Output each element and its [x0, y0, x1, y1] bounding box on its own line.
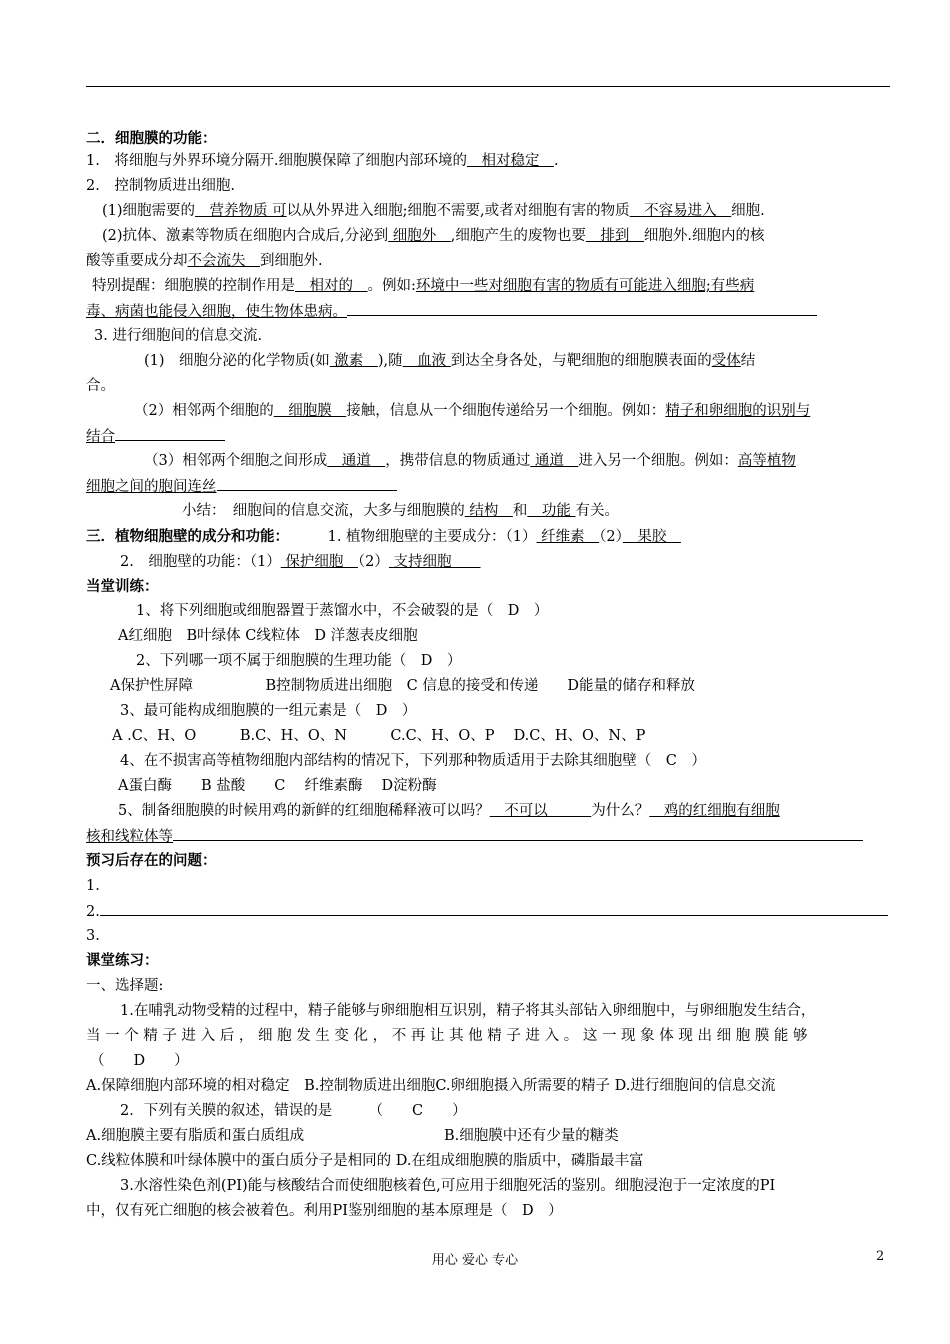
problem-line-1: 1. — [86, 878, 100, 894]
example-text: 毒、病菌也能侵入细胞，使生物体患病。 — [86, 304, 347, 320]
answer: 通道 — [530, 453, 579, 469]
answer: 相对稳定 — [466, 153, 554, 169]
training-q5-cont — [86, 825, 891, 847]
training-q5: 5、制备细胞膜的时候用鸡的新鲜的红细胞稀释液可以吗？ 不可以 为什么？ 鸡的红细胞有细胞 — [118, 803, 780, 819]
answer: 通道 — [327, 453, 386, 469]
answer: 核和线粒体等 — [86, 829, 173, 845]
section-2-title: 二．细胞膜的功能： — [86, 130, 217, 147]
training-q2-options: A保护性屏障 B控制物质进出细胞 C 信息的接受和传递 D能量的储存和释放 — [110, 678, 695, 694]
sec2-line-13: （3）相邻两个细胞之间形成 通道 ，携带信息的物质通过 通道 进入另一个细胞。例如：高等植物 — [144, 453, 796, 469]
example-text: 细胞之间的胞间连丝 — [86, 479, 217, 495]
answer: 纤维素 — [536, 529, 600, 545]
answer: 细胞外 — [388, 228, 451, 244]
answer: 受体 — [711, 353, 741, 369]
sec2-line-12 — [86, 425, 891, 447]
answer: 不可以 — [489, 803, 592, 819]
sec3-line-2: 2. 细胞壁的功能：（1） 保护细胞 （2） 支持细胞 — [120, 554, 481, 570]
example-text: 高等植物 — [737, 453, 796, 469]
sec2-line-6: 特别提醒：细胞膜的控制作用是 相对的 。例如:环境中一些对细胞有害的物质有可能进入细胞;有些病 — [92, 278, 755, 294]
problems-title: 预习后存在的问题： — [86, 852, 217, 869]
practice-q1-a: 1.在哺乳动物受精的过程中，精子能够与卵细胞相互识别，精子将其头部钻入卵细胞中，与卵细胞发生结合， — [120, 1003, 816, 1019]
example-text: 精子和卵细胞的识别与 — [665, 403, 811, 419]
answer: 营养物质 可 — [195, 203, 287, 219]
example-text: 环境中一些对细胞有害的物质有可能进入细胞;有些病 — [415, 278, 755, 294]
answer: 不容易进入 — [629, 203, 732, 219]
sec2-line-8: 3. 进行细胞间的信息交流. — [94, 328, 263, 344]
answer: 果胶 — [622, 529, 681, 545]
sec2-line-5: 酸等重要成分却不会流失 到细胞外. — [86, 253, 323, 269]
page-number: 2 — [876, 1249, 885, 1264]
practice-q3-a: 3.水溶性染色剂(PI)能与核酸结合而使细胞核着色,可应用于细胞死活的鉴别。细胞浸泡于一定浓度的PI — [120, 1178, 776, 1194]
sec2-line-1: 1. 将细胞与外界环境分隔开.细胞膜保障了细胞内部环境的 相对稳定 . — [86, 153, 559, 169]
problem-line-2: 2. — [86, 900, 891, 922]
footer-motto: 用心 爱心 专心 — [431, 1253, 519, 1268]
answer: 结构 — [464, 503, 513, 519]
sec3-line-1: 三．植物细胞壁的成分和功能： 1. 植物细胞壁的主要成分：（1） 纤维素 （2） 果胶 — [86, 528, 681, 545]
answer: 鸡的红细胞有细胞 — [649, 803, 780, 819]
sec2-line-7 — [86, 300, 891, 322]
answer: 激素 — [329, 353, 378, 369]
practice-q2-options-1: A.细胞膜主要有脂质和蛋白质组成 B.细胞膜中还有少量的糖类 — [86, 1128, 619, 1144]
practice-q1-c: （ D ） — [90, 1053, 189, 1069]
sec2-line-4: (2)抗体、激素等物质在细胞内合成后,分泌到 细胞外 ,细胞产生的废物也要 排到 细胞外.细胞内的核 — [102, 228, 765, 244]
training-q2: 2、下列哪一项不属于细胞膜的生理功能（ D ） — [136, 653, 462, 669]
practice-subtitle: 一、选择题: — [86, 978, 164, 994]
header-rule — [86, 86, 890, 87]
sec2-summary: 小结： 细胞间的信息交流，大多与细胞膜的 结构 和 功能 有关。 — [182, 503, 619, 519]
training-q3-options: A .C、H、O B.C、H、O、N C.C、H、O、P D.C、H、O、N、P — [112, 728, 646, 744]
sec2-line-11: （2）相邻两个细胞的 细胞膜 接触，信息从一个细胞传递给另一个细胞。例如：精子和卵细胞的识别与 — [134, 403, 811, 419]
answer: 支持细胞 — [388, 554, 481, 570]
answer: 细胞膜 — [273, 403, 347, 419]
section-3-title: 三．植物细胞壁的成分和功能： — [86, 528, 289, 545]
training-q3: 3、最可能构成细胞膜的一组元素是（ D ） — [120, 703, 417, 719]
practice-q2: 2．下列有关膜的叙述，错误的是 （ C ） — [120, 1103, 467, 1119]
sec2-line-10: 合。 — [86, 378, 115, 394]
training-title: 当堂训练： — [86, 578, 159, 595]
problem-line-3: 3. — [86, 928, 100, 944]
answer: 排到 — [585, 228, 644, 244]
answer: 保护细胞 — [280, 554, 358, 570]
practice-title: 课堂练习： — [86, 952, 159, 969]
answer: 功能 — [527, 503, 576, 519]
practice-q2-options-2: C.线粒体膜和叶绿体膜中的蛋白质分子是相同的 D.在组成细胞膜的脂质中，磷脂最丰富 — [86, 1153, 644, 1169]
answer: 不会流失 — [187, 253, 260, 269]
answer: 血液 — [402, 353, 451, 369]
example-text: 结合 — [86, 429, 115, 445]
sec2-line-9: (1) 细胞分泌的化学物质(如 激素 ),随 血液 到达全身各处，与靶细胞的细胞膜表面的受体结 — [144, 353, 756, 369]
practice-q3-b: 中，仅有死亡细胞的核会被着色。利用PI鉴别细胞的基本原理是（ D ） — [86, 1203, 563, 1219]
practice-q1-options: A.保障细胞内部环境的相对稳定 B.控制物质进出细胞C.卵细胞摄入所需要的精子 D.进行细胞间的信息交流 — [86, 1078, 776, 1094]
practice-q1-b: 当 一 个 精 子 进 入 后 ， 细 胞 发 生 变 化 ， 不 再 让 其 他 精 子 进 入 。 这 一 现 象 体 现 出 细 胞 膜 能 够 — [86, 1028, 808, 1044]
sec2-line-14 — [86, 475, 891, 497]
answer: 相对的 — [295, 278, 368, 294]
training-q1-options: A红细胞 B叶绿体 C线粒体 D 洋葱表皮细胞 — [118, 628, 418, 644]
sec2-line-2: 2. 控制物质进出细胞. — [86, 178, 235, 194]
training-q4-options: A蛋白酶 B 盐酸 C 纤维素酶 D淀粉酶 — [118, 778, 437, 794]
sec2-line-3: (1)细胞需要的 营养物质 可以从外界进入细胞;细胞不需要,或者对细胞有害的物质 不容易进入 细胞. — [102, 203, 765, 219]
training-q4: 4、在不损害高等植物细胞内部结构的情况下，下列那种物质适用于去除其细胞壁（ C ） — [120, 753, 706, 769]
training-q1: 1、将下列细胞或细胞器置于蒸馏水中，不会破裂的是（ D ） — [136, 603, 549, 619]
